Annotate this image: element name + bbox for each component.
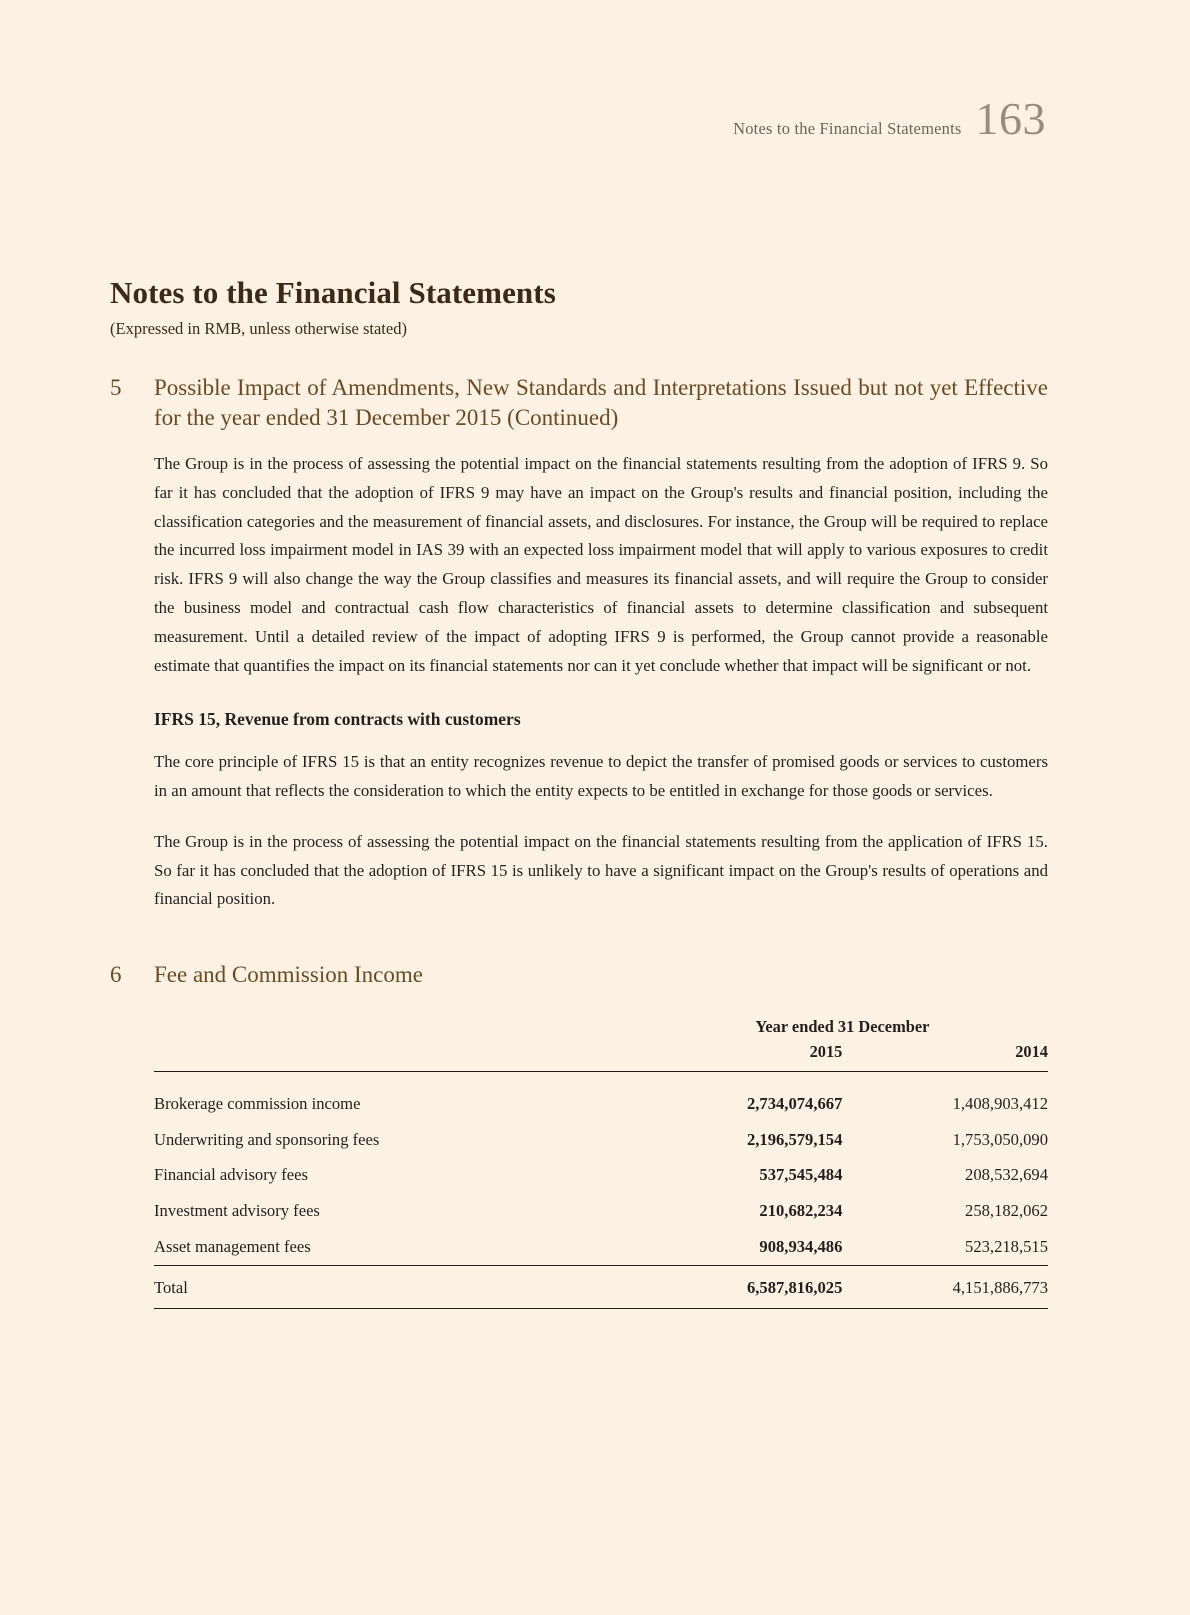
row-value-2014: 208,532,694 [965,1165,1048,1185]
table-row [154,1086,1048,1122]
table-total-row [154,1266,1048,1309]
paragraph: The Group is in the process of assessing the potential impact on the financial statements resulting from the application of IFRS 15. So far it has concluded that the adoption of IFRS 15 is unlikely to have a significant impact on the Group's results of operations and financial position. [154,831,1048,909]
row-label: Underwriting and sponsoring fees [154,1129,380,1149]
row-value-2014: 1,753,050,090 [952,1129,1048,1149]
table-spacer [154,1072,1048,1086]
row-value-2015: 2,196,579,154 [746,1129,843,1149]
page-subtitle: (Expressed in RMB, unless otherwise stated) [110,319,407,338]
sub-heading-ifrs15: IFRS 15, Revenue from contracts with customers [154,708,521,729]
row-value-2015: 537,545,484 [759,1165,843,1185]
span-header-year-ended: Year ended 31 December [755,1016,930,1036]
table-body [154,1086,1048,1310]
row-value-2014: 1,408,903,412 [952,1093,1048,1113]
row-value-2014: 523,218,515 [965,1237,1048,1257]
row-value-2014: 258,182,062 [965,1201,1048,1221]
row-value-2015: 210,682,234 [759,1201,843,1221]
section-heading-5 [110,373,1048,434]
row-value-2015: 908,934,486 [759,1237,843,1257]
row-label: Investment advisory fees [154,1201,320,1221]
running-header [733,93,1046,144]
page-number: 163 [975,93,1046,144]
running-header-title: Notes to the Financial Statements [733,119,962,138]
content-column [110,275,1048,1309]
row-label: Financial advisory fees [154,1165,308,1185]
section-title-6: Fee and Commission Income [154,962,423,988]
section-title-5: Possible Impact of Amendments, New Standards and Interpretations Issued but not yet Effective for the year ended 31 December 2015 (Continued) [154,375,1048,431]
column-header-2015: 2015 [809,1041,843,1061]
fee-and-commission-income-table [154,1017,1048,1310]
column-header-blank [154,1042,637,1072]
table-span-header-row [154,1017,1048,1042]
section-5-body [154,450,1048,915]
total-label: Total [154,1278,188,1298]
total-value-2014: 4,151,886,773 [952,1278,1048,1298]
row-label: Asset management fees [154,1237,311,1257]
column-header-2014: 2014 [1015,1041,1048,1061]
section-number-6: 6 [110,962,122,988]
section-number-5: 5 [110,375,122,400]
row-label: Brokerage commission income [154,1093,361,1113]
table-row [154,1229,1048,1265]
table-row [154,1157,1048,1193]
row-value-2015: 2,734,074,667 [746,1093,843,1113]
paragraph: The core principle of IFRS 15 is that an entity recognizes revenue to depict the transfer of promised goods or services to customers in an amount that reflects the consideration to which the entity expects to be entitled in exchange for those goods or services. [154,751,1048,800]
section-heading-6 [110,960,1048,990]
table-row [154,1193,1048,1229]
total-value-2015: 6,587,816,025 [746,1278,843,1298]
empty-cell [154,1017,637,1042]
table-bottom-rule [154,1309,1048,1310]
paragraph: The Group is in the process of assessing the potential impact on the financial statements resulting from the adoption of IFRS 9. So far it has concluded that the adoption of IFRS 9 may have an impact on the Group's results and financial position, including the classification categories and the measurement of financial assets, and disclosures. For instance, the Group will be required to replace the incurred loss impairment model in IAS 39 with an expected loss impairment model that will apply to various exposures to credit risk. IFRS 9 will also change the way the Group classifies and measures its financial assets, and will require the Group to consider the business model and contractual cash flow characteristics of financial assets to determine classification and subsequent measurement. Until a detailed review of the impact of adopting IFRS 9 is performed, the Group cannot provide a reasonable estimate that quantifies the impact on its financial statements nor can it yet conclude whether that impact will be significant or not. [154,453,1048,675]
page-title: Notes to the Financial Statements [110,275,556,310]
table-row [154,1122,1048,1158]
table-header-row [154,1042,1048,1072]
